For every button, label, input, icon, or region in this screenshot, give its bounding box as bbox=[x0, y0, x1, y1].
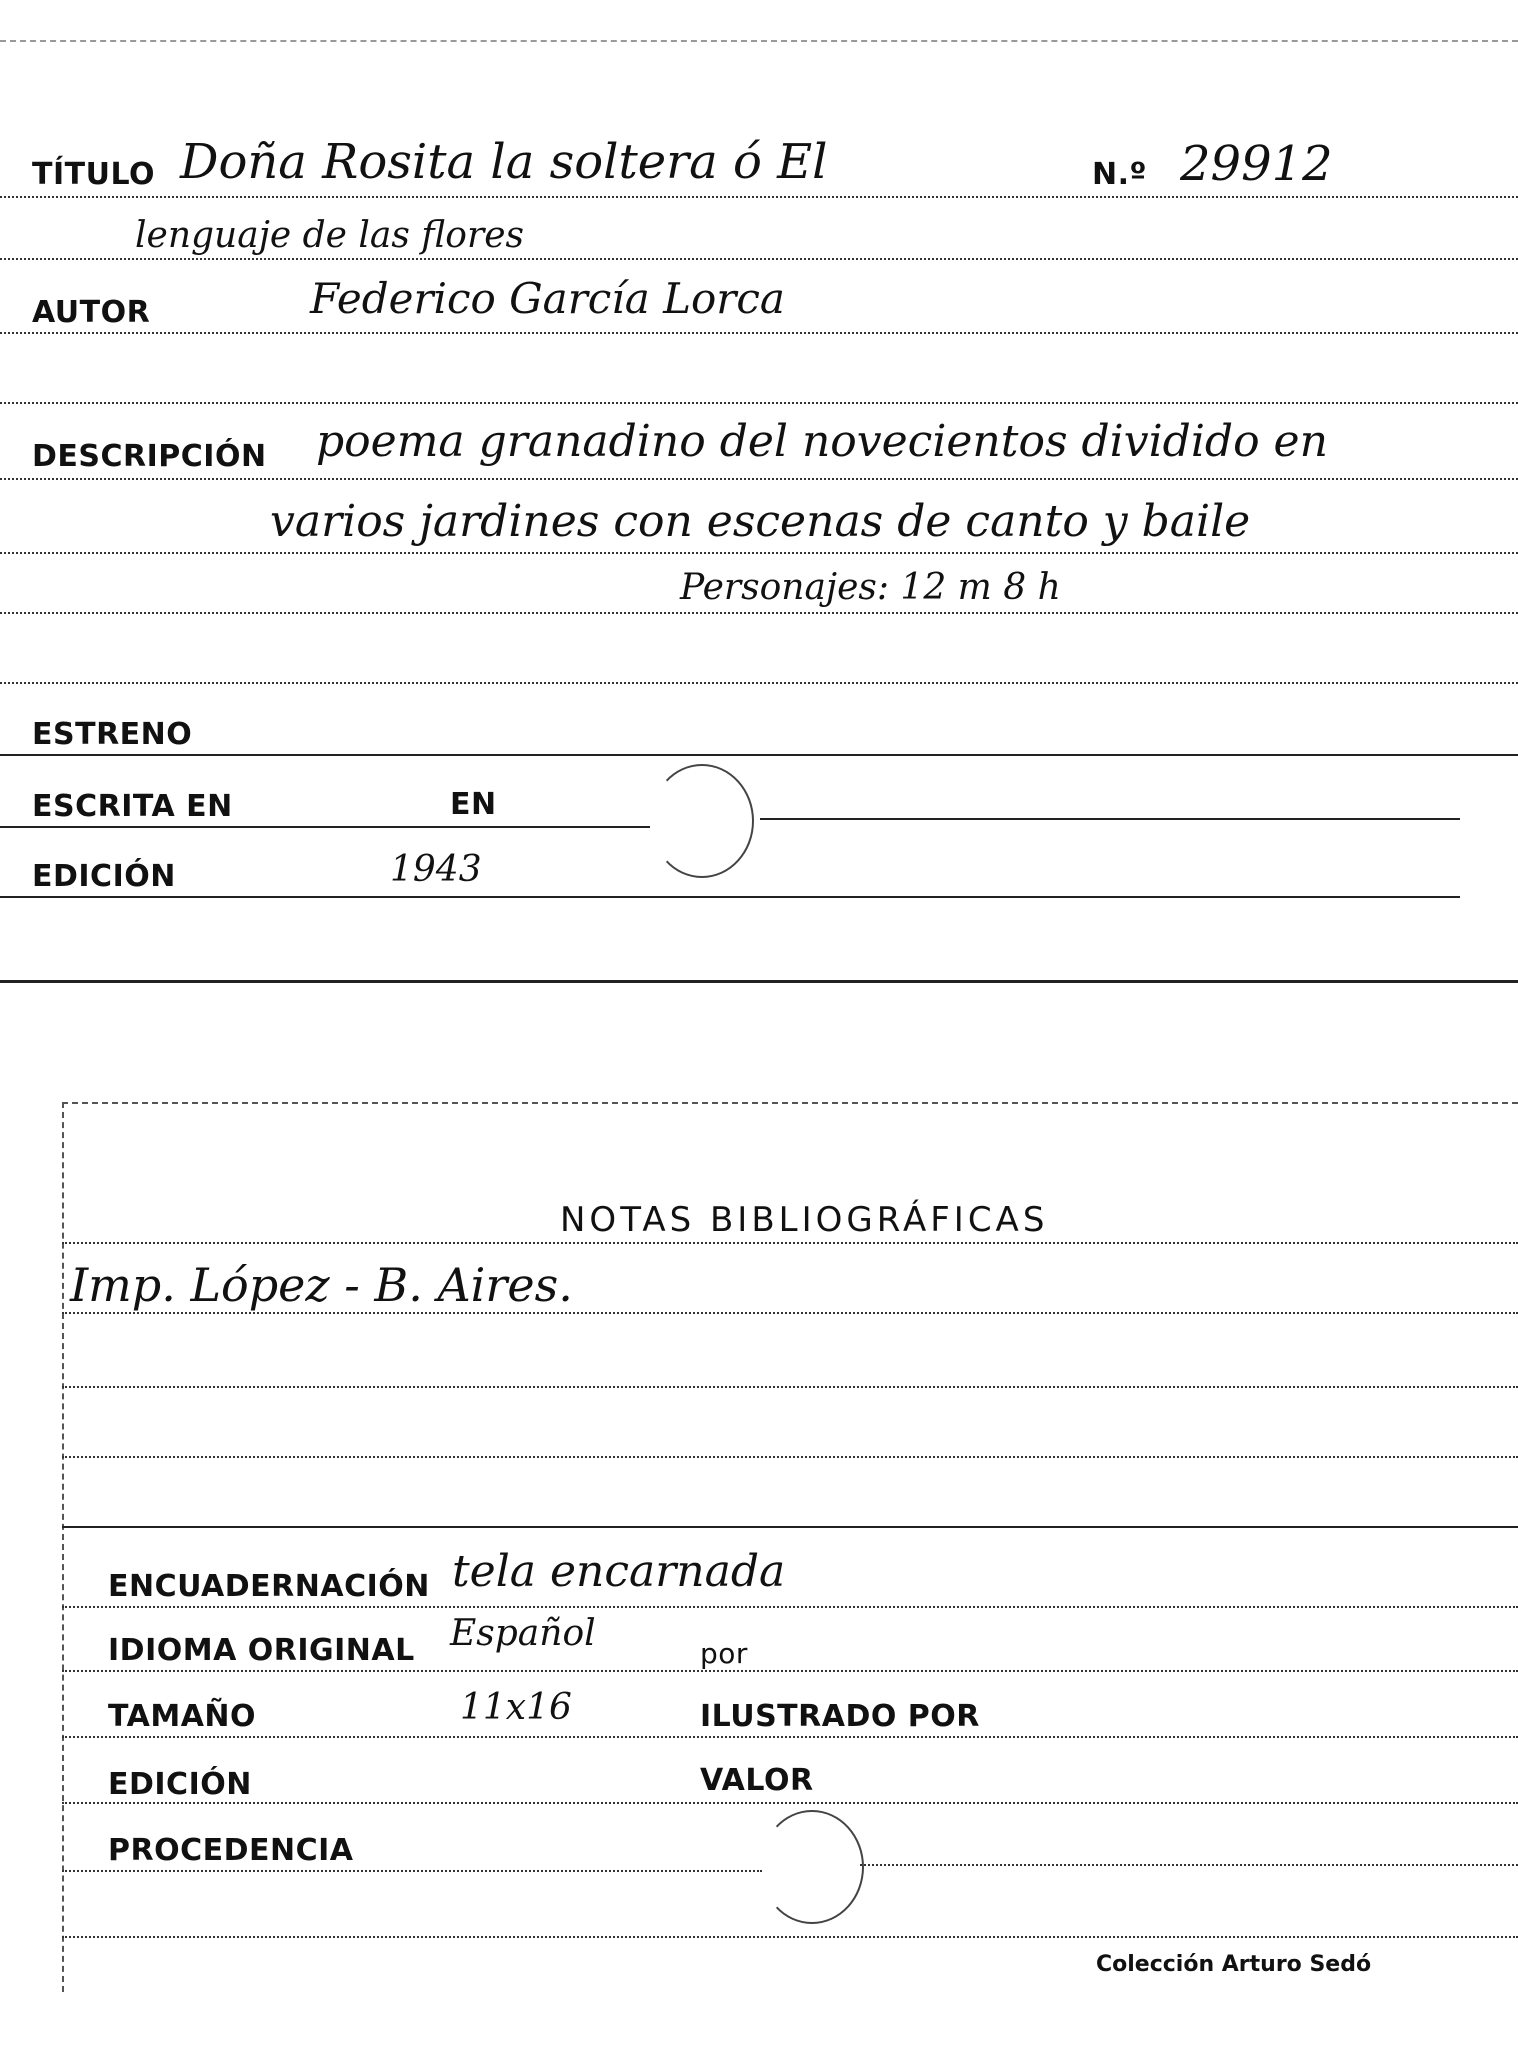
card-border-top bbox=[62, 1102, 1518, 1104]
rule bbox=[62, 1242, 1518, 1244]
label-edicion-back: EDICIÓN bbox=[108, 1767, 252, 1802]
rule bbox=[0, 552, 1518, 554]
value-numero: 29912 bbox=[1180, 136, 1333, 192]
value-edicion: 1943 bbox=[390, 849, 482, 890]
card-border-left bbox=[62, 1102, 64, 1992]
value-descripcion-line2: varios jardines con escenas de canto y baile bbox=[270, 496, 1251, 547]
rule bbox=[0, 612, 1518, 614]
rule bbox=[0, 754, 1518, 756]
rule bbox=[62, 1870, 762, 1872]
rule bbox=[0, 478, 1518, 480]
card-separator bbox=[0, 980, 1518, 983]
value-personajes: Personajes: 12 m 8 h bbox=[680, 567, 1061, 608]
section-title: NOTAS BIBLIOGRÁFICAS bbox=[560, 1200, 1049, 1240]
rule bbox=[62, 1456, 1518, 1458]
label-en: EN bbox=[450, 787, 497, 822]
label-por: por bbox=[700, 1637, 748, 1670]
label-ilustrado-por: ILUSTRADO POR bbox=[700, 1699, 980, 1734]
catalog-card-front bbox=[0, 0, 1518, 990]
label-titulo: TÍTULO bbox=[32, 157, 155, 192]
label-valor: VALOR bbox=[700, 1763, 814, 1798]
label-descripcion: DESCRIPCIÓN bbox=[32, 439, 267, 474]
rule bbox=[860, 1864, 1518, 1866]
value-idioma-original: Español bbox=[450, 1613, 596, 1654]
rule bbox=[62, 1526, 1518, 1528]
label-procedencia: PROCEDENCIA bbox=[108, 1833, 354, 1868]
footer-collection: Colección Arturo Sedó bbox=[1096, 1952, 1372, 1977]
rule bbox=[62, 1936, 1518, 1938]
label-estreno: ESTRENO bbox=[32, 717, 193, 752]
value-titulo-line2: lenguaje de las flores bbox=[135, 215, 524, 256]
rule bbox=[0, 826, 650, 828]
rule bbox=[0, 896, 1460, 898]
label-idioma-original: IDIOMA ORIGINAL bbox=[108, 1633, 415, 1668]
value-autor: Federico García Lorca bbox=[310, 274, 785, 323]
stamp-mark bbox=[760, 1810, 864, 1924]
value-tamano: 11x16 bbox=[460, 1687, 572, 1728]
label-encuadernacion: ENCUADERNACIÓN bbox=[108, 1569, 430, 1604]
rule bbox=[0, 258, 1518, 260]
rule bbox=[62, 1802, 1518, 1804]
rule bbox=[0, 402, 1518, 404]
label-escrita-en: ESCRITA EN bbox=[32, 789, 233, 824]
rule bbox=[62, 1606, 1518, 1608]
rule bbox=[62, 1736, 1518, 1738]
card-edge bbox=[0, 40, 1518, 42]
label-edicion: EDICIÓN bbox=[32, 859, 176, 894]
rule bbox=[62, 1312, 1518, 1314]
value-notes-line1: Imp. López - B. Aires. bbox=[70, 1258, 573, 1312]
rule bbox=[62, 1670, 1518, 1672]
label-numero: N.º bbox=[1092, 157, 1147, 192]
stamp-mark bbox=[650, 764, 754, 878]
label-tamano: TAMAÑO bbox=[108, 1699, 257, 1734]
value-titulo-line1: Doña Rosita la soltera ó El bbox=[180, 134, 828, 190]
rule bbox=[0, 682, 1518, 684]
rule bbox=[0, 196, 1518, 198]
catalog-card-back bbox=[0, 990, 1518, 2056]
rule bbox=[760, 818, 1460, 820]
value-descripcion-line1: poema granadino del novecientos dividido en bbox=[316, 416, 1328, 467]
rule bbox=[0, 332, 1518, 334]
rule bbox=[62, 1386, 1518, 1388]
label-autor: AUTOR bbox=[32, 295, 151, 330]
value-encuadernacion: tela encarnada bbox=[452, 1546, 786, 1597]
